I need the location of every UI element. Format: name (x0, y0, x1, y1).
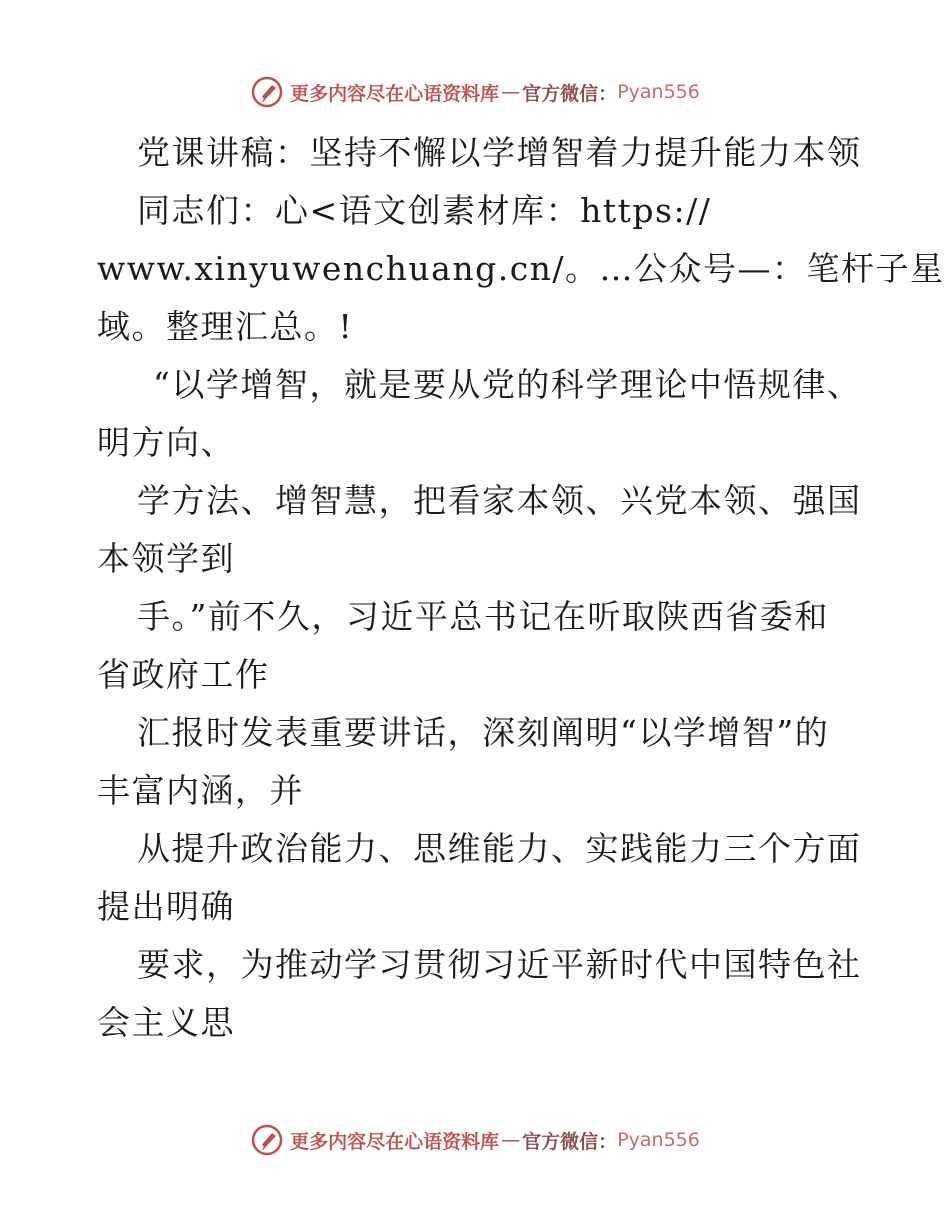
banner-wechat-label: 官方微信： (522, 82, 618, 105)
doc-line: 要求，为推动学习贯彻习近平新时代中国特色社 (137, 945, 862, 984)
banner-separator: — (501, 1129, 521, 1151)
pen-logo-icon (250, 1123, 284, 1157)
header-banner (0, 72, 950, 112)
doc-line: 省政府工作 (97, 655, 270, 694)
doc-title: 党课讲稿：坚持不懈以学增智着力提升能力本领 (137, 133, 862, 172)
doc-line: 从提升政治能力、思维能力、实践能力三个方面 (137, 829, 862, 868)
banner-main-text: 更多内容尽在心语资料库 (290, 82, 500, 105)
doc-line: 手。”前不久，习近平总书记在听取陕西省委和 (137, 597, 829, 636)
banner-wechat-label: 官方微信： (522, 1130, 618, 1153)
doc-line: “以学增智，就是要从党的科学理论中悟规律、 (153, 365, 862, 404)
doc-line: 域。整理汇总。! (97, 307, 354, 346)
doc-line: 学方法、增智慧，把看家本领、兴党本领、强国 (137, 481, 862, 520)
banner-separator: — (501, 81, 521, 103)
doc-line: 丰富内涵，并 (97, 771, 304, 810)
banner-wechat-id: Pyan556 (617, 1129, 700, 1151)
pen-logo-icon (250, 75, 284, 109)
banner-main-text: 更多内容尽在心语资料库 (290, 1130, 500, 1153)
doc-line: 同志们：心<语文创素材库：https:// (137, 191, 712, 230)
doc-line: 汇报时发表重要讲话，深刻阐明“以学增智”的 (137, 713, 830, 752)
doc-line: 本领学到 (97, 539, 235, 578)
banner-wechat-id: Pyan556 (617, 81, 700, 103)
footer-banner (0, 1120, 950, 1160)
doc-line: 提出明确 (97, 887, 235, 926)
doc-line: www.xinyuwenchuang.cn/。…公众号—：笔杆子星 (97, 249, 945, 288)
doc-line: 会主义思 (97, 1003, 235, 1042)
document-body (97, 124, 945, 1052)
doc-line: 明方向、 (97, 423, 235, 462)
